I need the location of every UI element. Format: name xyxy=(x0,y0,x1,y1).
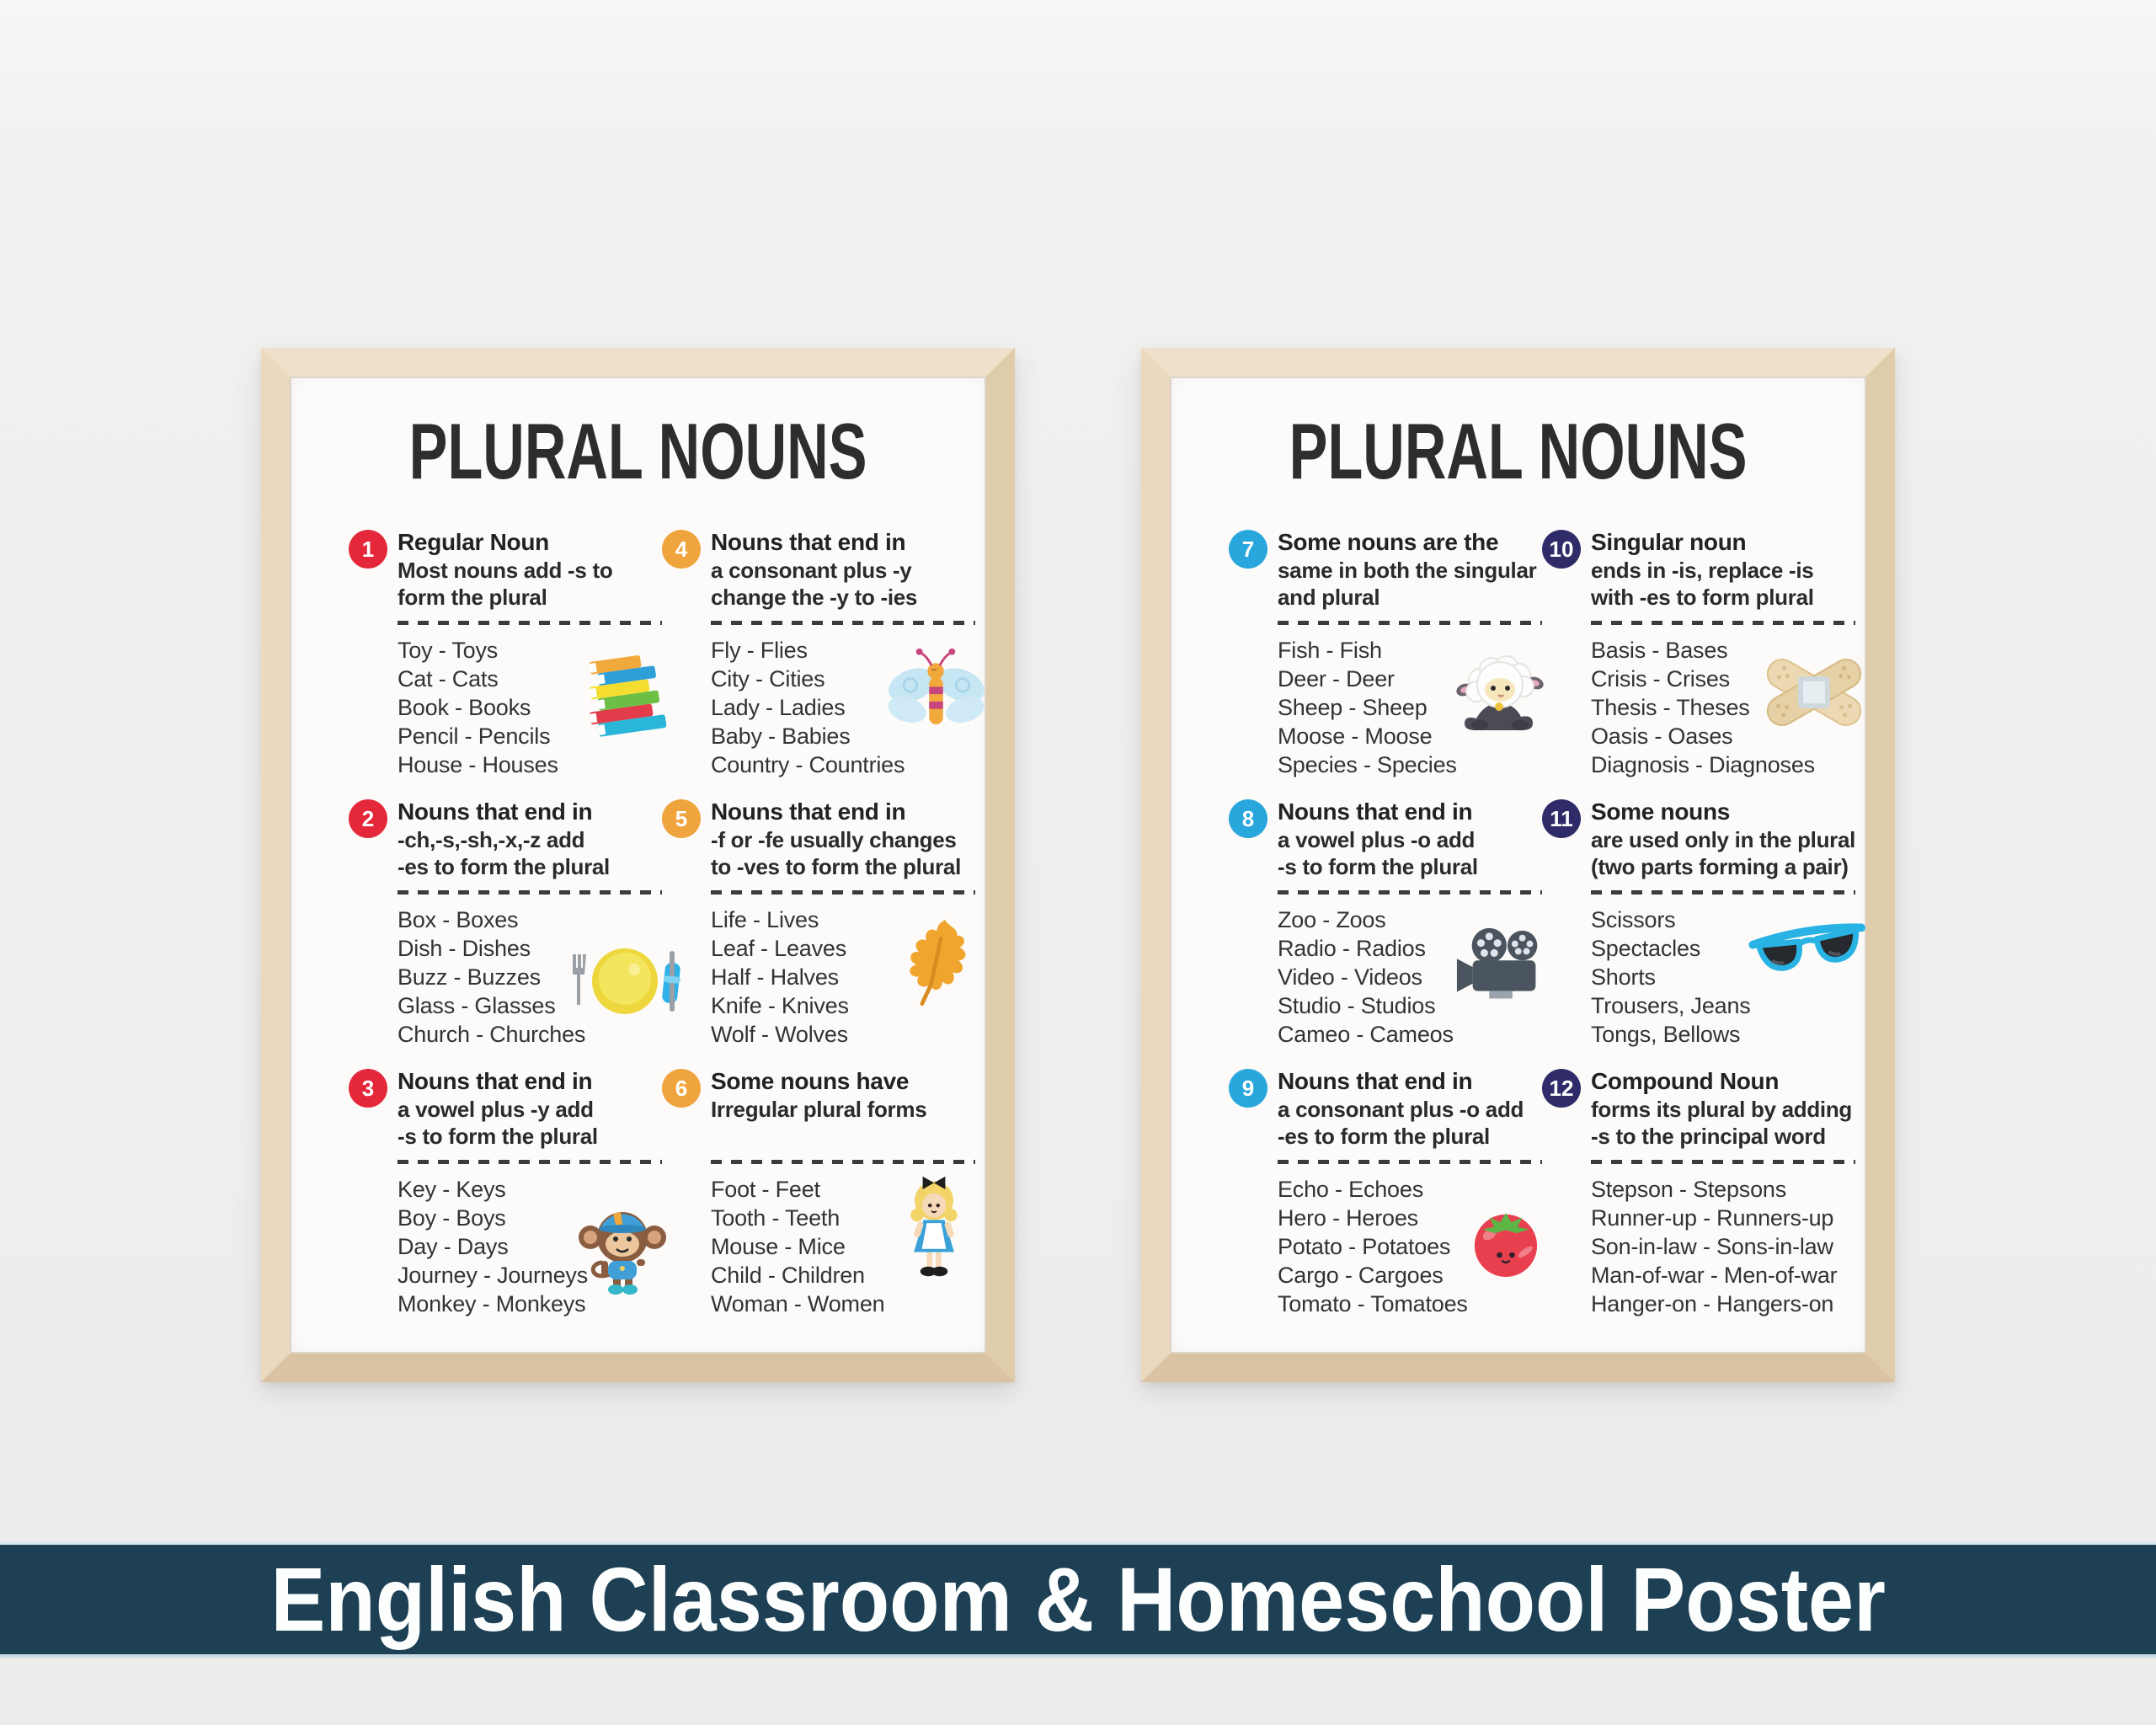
text-line: are used only in the plural xyxy=(1591,827,1856,852)
text-line: Monkey - Monkeys xyxy=(398,1291,586,1316)
rule-section-11 xyxy=(1542,798,1855,1067)
rule-title: Nouns that end in xyxy=(711,798,906,825)
dashed-divider xyxy=(711,1160,975,1164)
plate-icon xyxy=(564,941,684,1022)
text-line: -s to form the plural xyxy=(1278,854,1478,879)
text-line: Stepson - Stepsons xyxy=(1591,1177,1787,1202)
text-line: Child - Children xyxy=(711,1263,865,1288)
rule-title: Nouns that end in xyxy=(1278,1068,1473,1094)
rule-title: Nouns that end in xyxy=(1278,798,1473,825)
rule-section-10 xyxy=(1542,528,1855,798)
text-line: Basis - Bases xyxy=(1591,638,1728,663)
text-line: Moose - Moose xyxy=(1278,724,1433,749)
rule-title: Nouns that end in xyxy=(398,798,593,825)
rule-section-8 xyxy=(1229,798,1542,1067)
text-line: a consonant plus -o add xyxy=(1278,1097,1524,1122)
text-line: Shorts xyxy=(1591,964,1656,990)
text-line: -s to form the plural xyxy=(398,1124,598,1149)
rule-desc xyxy=(1278,1096,1542,1150)
text-line: Runner-up - Runners-up xyxy=(1591,1205,1834,1231)
dashed-divider xyxy=(1591,1160,1855,1164)
text-line: -ch,-s,-sh,-x,-z add xyxy=(398,827,585,852)
text-line: Potato - Potatoes xyxy=(1278,1234,1451,1259)
rule-body xyxy=(1591,1067,1855,1337)
text-line: Country - Countries xyxy=(711,752,905,777)
text-line: Thesis - Theses xyxy=(1591,695,1750,720)
text-line: with -es to form plural xyxy=(1591,585,1814,610)
text-line: Box - Boxes xyxy=(398,907,519,932)
text-line: forms its plural by adding xyxy=(1591,1097,1853,1122)
rule-title: Nouns that end in xyxy=(711,529,906,555)
rule-body xyxy=(711,528,975,798)
rule-body xyxy=(1278,798,1542,1067)
text-line: Tooth - Teeth xyxy=(711,1205,841,1231)
rule-title: Compound Noun xyxy=(1591,1068,1780,1094)
text-line: Zoo - Zoos xyxy=(1278,907,1386,932)
text-line: House - Houses xyxy=(398,752,558,777)
rule-heading xyxy=(1278,1067,1542,1151)
text-line: Son-in-law - Sons-in-law xyxy=(1591,1234,1833,1259)
rule-body xyxy=(711,1067,975,1337)
word-list xyxy=(1591,1175,1855,1318)
text-line: Day - Days xyxy=(398,1234,509,1259)
rule-number-badge: 11 xyxy=(1542,799,1581,838)
dashed-divider xyxy=(398,1160,662,1164)
rule-body xyxy=(1278,528,1542,798)
text-line: Wolf - Wolves xyxy=(711,1022,848,1047)
sheep-icon xyxy=(1451,653,1552,737)
rule-heading xyxy=(711,528,975,612)
text-line: (two parts forming a pair) xyxy=(1591,854,1849,879)
rule-number-badge: 2 xyxy=(349,799,387,838)
text-line: Echo - Echoes xyxy=(1278,1177,1423,1202)
text-line: Hero - Heroes xyxy=(1278,1205,1418,1231)
rule-desc xyxy=(711,557,975,611)
rule-desc xyxy=(398,557,662,611)
text-line: Deer - Deer xyxy=(1278,666,1395,692)
butterfly-icon xyxy=(883,644,989,739)
rule-desc xyxy=(398,1096,662,1150)
text-line: Foot - Feet xyxy=(711,1177,820,1202)
rule-heading xyxy=(711,1067,975,1151)
dashed-divider xyxy=(711,621,975,625)
text-line: City - Cities xyxy=(711,666,825,692)
tomato-icon xyxy=(1463,1202,1549,1280)
sunglasses-icon xyxy=(1748,916,1870,981)
text-line: a consonant plus -y xyxy=(711,558,912,583)
poster-frame-left xyxy=(261,348,1015,1382)
banner-text: English Classroom & Homeschool Poster xyxy=(270,1548,1886,1650)
text-line: -es to form the plural xyxy=(1278,1124,1490,1149)
poster-title-wrap xyxy=(1170,407,1866,495)
text-line: Species - Species xyxy=(1278,752,1457,777)
rule-heading xyxy=(1278,798,1542,882)
text-line: -s to the principal word xyxy=(1591,1124,1826,1149)
text-line: Book - Books xyxy=(398,695,531,720)
rule-number-badge: 1 xyxy=(349,530,387,569)
text-line: Dish - Dishes xyxy=(398,936,531,961)
text-line: -f or -fe usually changes xyxy=(711,827,957,852)
dashed-divider xyxy=(1278,890,1542,895)
text-line: Pencil - Pencils xyxy=(398,724,551,749)
poster-title-wrap xyxy=(290,407,986,495)
rule-section-3 xyxy=(349,1067,662,1337)
text-line: Church - Churches xyxy=(398,1022,586,1047)
movie-camera-icon xyxy=(1454,924,1554,1007)
rules-grid xyxy=(290,528,986,1337)
text-line: Mouse - Mice xyxy=(711,1234,846,1259)
rule-heading xyxy=(1591,798,1855,882)
text-line: Half - Halves xyxy=(711,964,839,990)
rules-grid xyxy=(1170,528,1866,1337)
dashed-divider xyxy=(1591,621,1855,625)
rule-title: Singular noun xyxy=(1591,529,1747,555)
text-line: Life - Lives xyxy=(711,907,819,932)
girl-icon xyxy=(898,1172,970,1286)
rule-section-7 xyxy=(1229,528,1542,798)
rule-heading xyxy=(711,798,975,882)
text-line: Woman - Women xyxy=(711,1291,885,1316)
rule-number-badge: 10 xyxy=(1542,530,1581,569)
text-line: Baby - Babies xyxy=(711,724,851,749)
text-line: ends in -is, replace -is xyxy=(1591,558,1814,583)
rule-section-9 xyxy=(1229,1067,1542,1337)
text-line: Sheep - Sheep xyxy=(1278,695,1428,720)
rule-body xyxy=(1591,798,1855,1067)
rule-heading xyxy=(398,528,662,612)
rule-body xyxy=(398,798,662,1067)
text-line: Fish - Fish xyxy=(1278,638,1382,663)
rule-section-2 xyxy=(349,798,662,1067)
text-line: Oasis - Oases xyxy=(1591,724,1733,749)
dashed-divider xyxy=(398,890,662,895)
poster-frame-right xyxy=(1141,348,1895,1382)
rule-section-6 xyxy=(662,1067,975,1337)
poster-title: PLURAL NOUNS xyxy=(1289,407,1748,495)
text-line: to -ves to form the plural xyxy=(711,854,962,879)
text-line: Lady - Ladies xyxy=(711,695,846,720)
text-line: Man-of-war - Men-of-war xyxy=(1591,1263,1838,1288)
rule-body xyxy=(711,798,975,1067)
text-line: Most nouns add -s to xyxy=(398,558,613,583)
text-line: and plural xyxy=(1278,585,1380,610)
text-line: Key - Keys xyxy=(398,1177,506,1202)
rule-title: Some nouns have xyxy=(711,1068,910,1094)
text-line: a vowel plus -y add xyxy=(398,1097,594,1122)
rule-desc xyxy=(1278,826,1542,880)
rule-section-12 xyxy=(1542,1067,1855,1337)
rule-section-4 xyxy=(662,528,975,798)
books-icon xyxy=(569,653,677,737)
rule-section-1 xyxy=(349,528,662,798)
rule-desc xyxy=(1591,557,1855,611)
text-line: Hanger-on - Hangers-on xyxy=(1591,1291,1834,1316)
bottom-banner xyxy=(0,1541,2156,1658)
dashed-divider xyxy=(1278,621,1542,625)
rule-section-5 xyxy=(662,798,975,1067)
dashed-divider xyxy=(711,890,975,895)
rule-heading xyxy=(1278,528,1542,612)
text-line: Fly - Flies xyxy=(711,638,808,663)
text-line: Trousers, Jeans xyxy=(1591,993,1751,1018)
text-line: Cameo - Cameos xyxy=(1278,1022,1454,1047)
rule-number-badge: 3 xyxy=(349,1069,387,1108)
text-line: Scissors xyxy=(1591,907,1676,932)
rule-number-badge: 12 xyxy=(1542,1069,1581,1108)
rule-title: Regular Noun xyxy=(398,529,549,555)
text-line: Crisis - Crises xyxy=(1591,666,1730,692)
text-line: Spectacles xyxy=(1591,936,1701,961)
text-line: form the plural xyxy=(398,585,547,610)
text-line: change the -y to -ies xyxy=(711,585,918,610)
text-line: same in both the singular xyxy=(1278,558,1537,583)
rule-heading xyxy=(1591,528,1855,612)
rule-number-badge: 8 xyxy=(1229,799,1267,838)
rule-number-badge: 4 xyxy=(662,530,701,569)
rule-number-badge: 5 xyxy=(662,799,701,838)
text-line: Cargo - Cargoes xyxy=(1278,1263,1444,1288)
text-line: Glass - Glasses xyxy=(398,993,556,1018)
text-line: Journey - Journeys xyxy=(398,1263,589,1288)
rule-desc xyxy=(1278,557,1542,611)
dashed-divider xyxy=(1591,890,1855,895)
dashed-divider xyxy=(1278,1160,1542,1164)
rule-desc xyxy=(711,1096,975,1123)
text-line: Tomato - Tomatoes xyxy=(1278,1291,1468,1316)
rule-number-badge: 9 xyxy=(1229,1069,1267,1108)
text-line: Leaf - Leaves xyxy=(711,936,847,961)
rule-title: Some nouns are the xyxy=(1278,529,1499,555)
bandage-icon xyxy=(1751,638,1877,747)
poster-title: PLURAL NOUNS xyxy=(408,407,867,495)
rule-body xyxy=(1591,528,1855,798)
text-line: Irregular plural forms xyxy=(711,1097,927,1122)
text-line: Video - Videos xyxy=(1278,964,1422,990)
text-line: a vowel plus -o add xyxy=(1278,827,1476,852)
rule-title: Some nouns xyxy=(1591,798,1731,825)
dashed-divider xyxy=(398,621,662,625)
text-line: Buzz - Buzzes xyxy=(398,964,541,990)
rule-heading xyxy=(398,798,662,882)
text-line: Radio - Radios xyxy=(1278,936,1426,961)
text-line: Tongs, Bellows xyxy=(1591,1022,1741,1047)
rule-heading xyxy=(398,1067,662,1151)
rule-body xyxy=(1278,1067,1542,1337)
rule-number-badge: 7 xyxy=(1229,530,1267,569)
text-line: Toy - Toys xyxy=(398,638,499,663)
rule-number-badge: 6 xyxy=(662,1069,701,1108)
text-line: Studio - Studios xyxy=(1278,993,1436,1018)
text-line: Knife - Knives xyxy=(711,993,849,1018)
rule-desc xyxy=(1591,1096,1855,1150)
text-line: Cat - Cats xyxy=(398,666,499,692)
rule-heading xyxy=(1591,1067,1855,1151)
rule-desc xyxy=(398,826,662,880)
rule-title: Nouns that end in xyxy=(398,1068,593,1094)
monkey-icon xyxy=(576,1194,669,1296)
rule-body xyxy=(398,1067,662,1337)
rule-desc xyxy=(1591,826,1855,880)
rule-desc xyxy=(711,826,975,880)
text-line: Boy - Boys xyxy=(398,1205,506,1231)
text-line: -es to form the plural xyxy=(398,854,610,879)
rule-body xyxy=(398,528,662,798)
text-line: Diagnosis - Diagnoses xyxy=(1591,752,1815,777)
